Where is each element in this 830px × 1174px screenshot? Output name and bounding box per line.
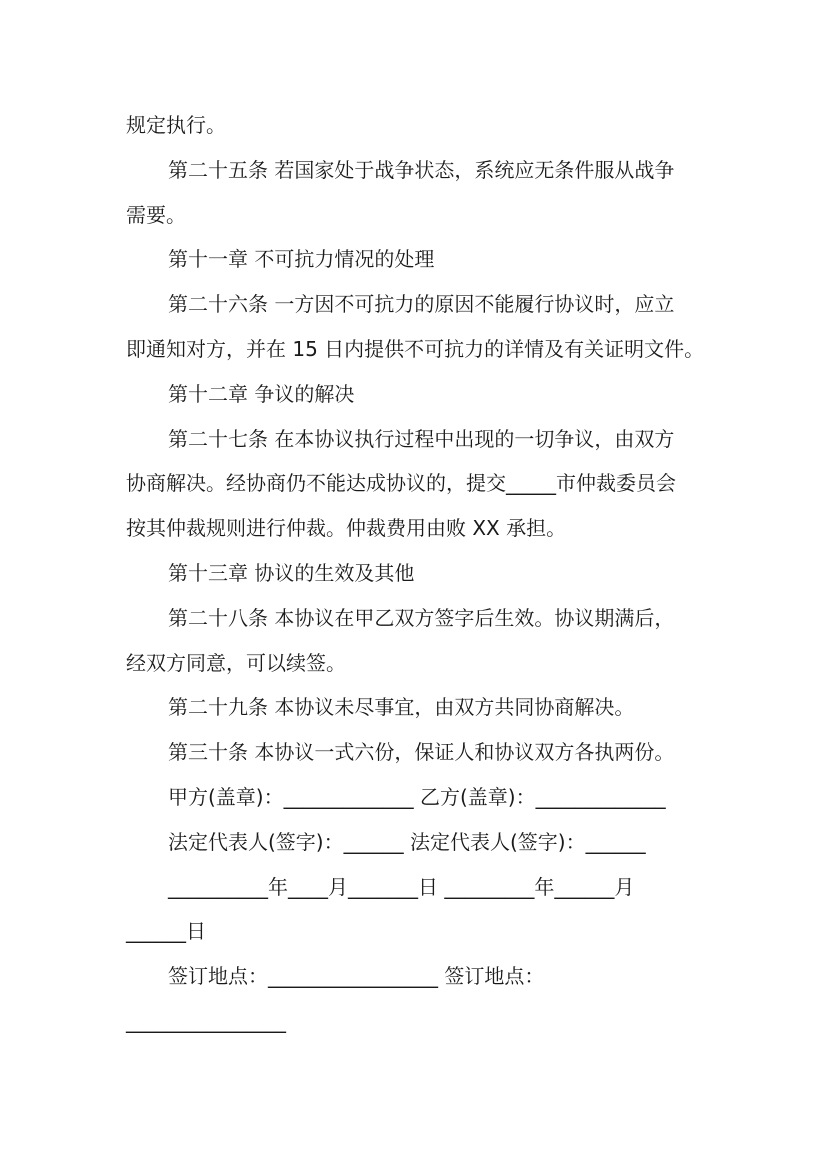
text-line: 规定执行。 bbox=[126, 113, 226, 137]
article-27: 第二十七条 在本协议执行过程中出现的一切争议，由双方 bbox=[168, 426, 675, 451]
legal-representative-line: 法定代表人(签字)：______ 法定代表人(签字)：______ bbox=[168, 829, 646, 854]
text-line: 协商解决。经协商仍不能达成协议的，提交_____市仲裁委员会 bbox=[126, 471, 676, 496]
article-30: 第三十条 本协议一式六份，保证人和协议双方各执两份。 bbox=[168, 740, 675, 765]
text-line: 即通知对方，并在 15 日内提供不可抗力的详情及有关证明文件。 bbox=[126, 336, 705, 361]
text-line: 经双方同意，可以续签。 bbox=[126, 650, 346, 675]
party-seal-line: 甲方(盖章)：_____________ 乙方(盖章)：_____________ bbox=[168, 784, 666, 809]
article-25: 第二十五条 若国家处于战争状态，系统应无条件服从战争 bbox=[168, 157, 675, 182]
date-line: __________年____月_______日 _________年______月 bbox=[168, 874, 635, 899]
text-line: 按其仲裁规则进行仲裁。仲裁费用由败 XX 承担。 bbox=[126, 516, 567, 541]
chapter-11-heading: 第十一章 不可抗力情况的处理 bbox=[168, 247, 435, 272]
document-body bbox=[126, 103, 706, 1044]
article-26: 第二十六条 一方因不可抗力的原因不能履行协议时，应立 bbox=[168, 292, 675, 317]
chapter-12-heading: 第十二章 争议的解决 bbox=[168, 381, 355, 406]
article-28: 第二十八条 本协议在甲乙双方签字后生效。协议期满后， bbox=[168, 605, 675, 630]
chapter-13-heading: 第十三章 协议的生效及其他 bbox=[168, 560, 415, 585]
text-line: 需要。 bbox=[126, 202, 186, 227]
date-line-continued: ______日 bbox=[126, 919, 206, 944]
signing-location-blank: ________________ bbox=[126, 1008, 286, 1033]
article-29: 第二十九条 本协议未尽事宜，由双方共同协商解决。 bbox=[168, 695, 635, 720]
signing-location-line: 签订地点：_________________ 签订地点： bbox=[168, 964, 545, 989]
